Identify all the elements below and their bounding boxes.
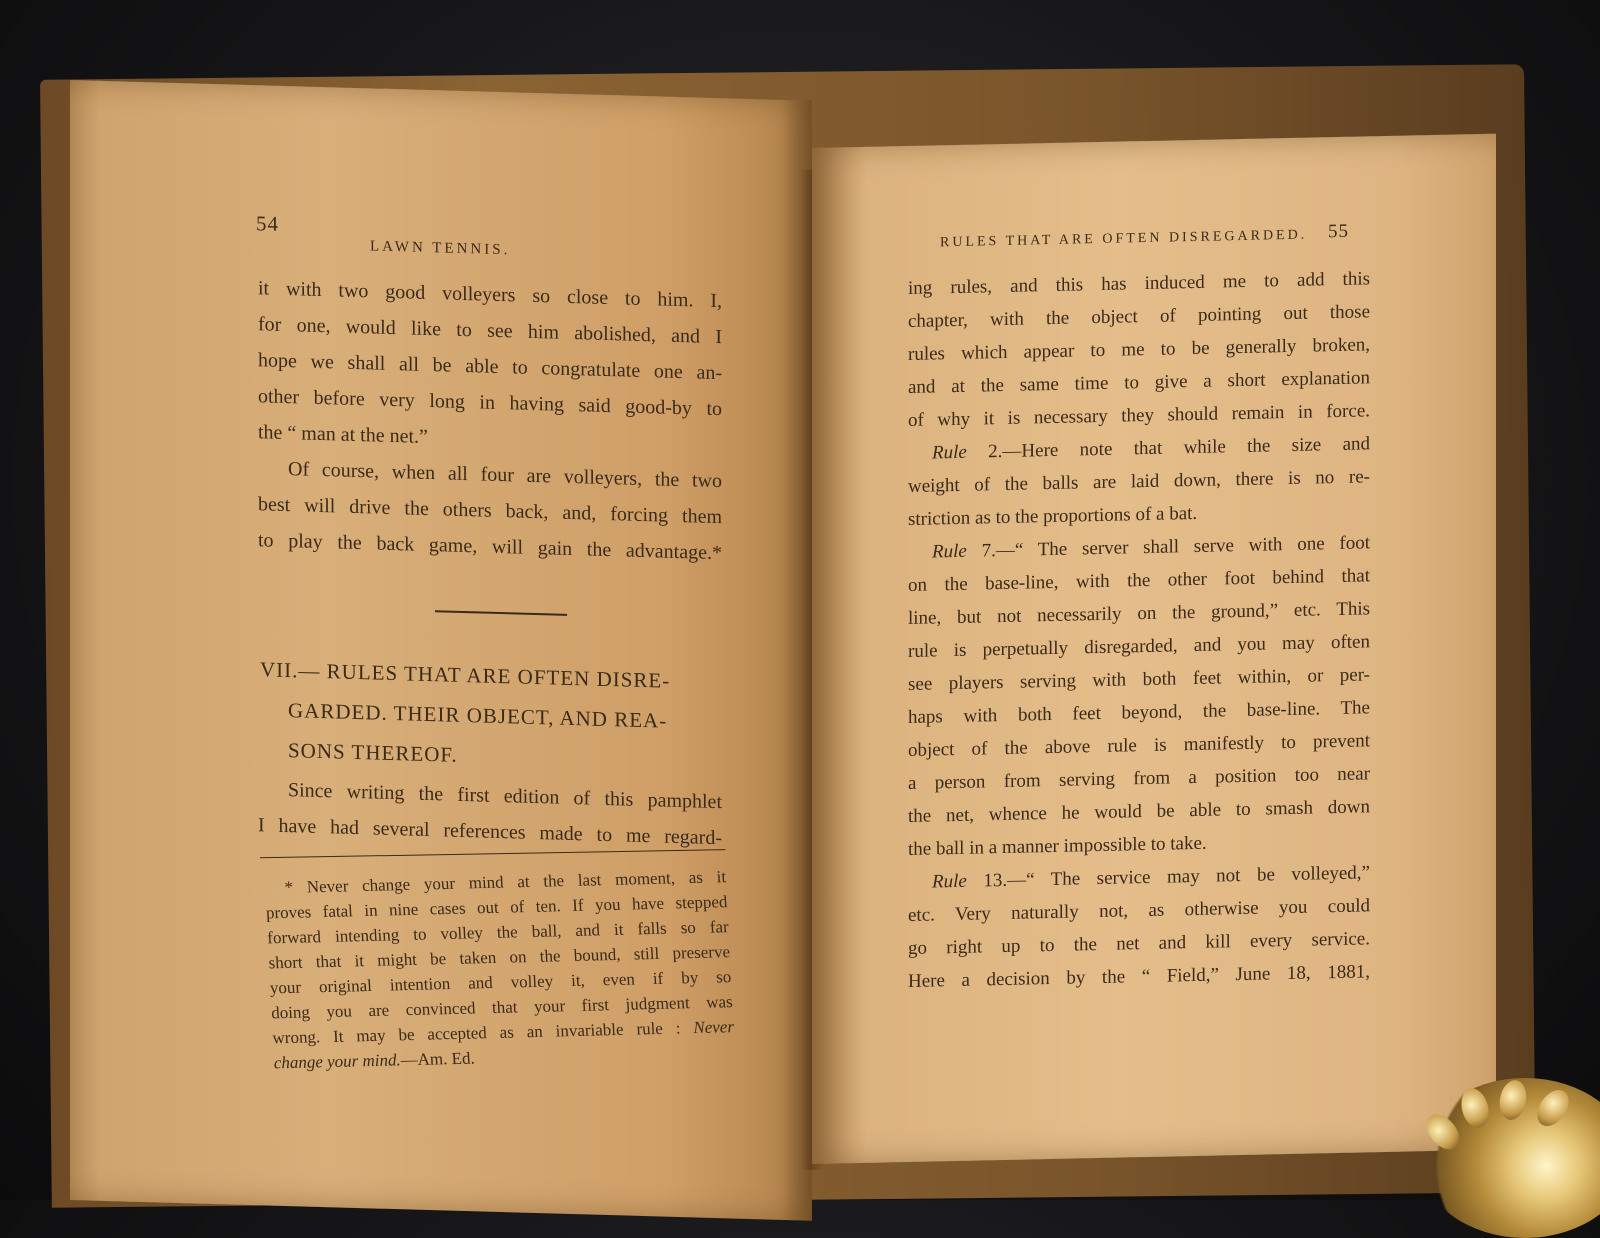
text-line: object of the above rule is manifestly to prevent <box>908 730 1370 761</box>
paragraph-rule-13 <box>908 856 1370 998</box>
rule-label: Rule <box>932 870 967 893</box>
text-line: it with two good volleyers so close to him. I, <box>258 277 722 313</box>
paragraph-rule-7 <box>908 526 1370 866</box>
text-line: the ball in a manner impossible to take. <box>908 832 1207 860</box>
text-span: 7.—“ The server shall serve with one foot <box>966 532 1370 562</box>
text-line: the “ man at the net.” <box>258 421 428 448</box>
right-page-number: 55 <box>1328 220 1349 243</box>
footnote-line: forward intending to volley the ball, and it falls so far <box>266 917 730 948</box>
rule-label: Rule <box>932 441 967 464</box>
heading-line: VII.— RULES THAT ARE OFTEN DISRE- <box>260 657 671 693</box>
paragraph-rule-2 <box>908 427 1370 536</box>
text-span: 2.—Here note that while the size and <box>966 433 1370 463</box>
text-line: weight of the balls are laid down, there is no re- <box>908 466 1370 497</box>
text-line: other before very long in having said good-by to <box>258 385 722 421</box>
footnote-italic: change your mind. <box>273 1050 402 1073</box>
text-line: hope we shall all be able to congratulate one an- <box>258 349 722 385</box>
footnote-line: your original intention and volley it, even if by so <box>269 967 732 998</box>
text-line: and at the same time to give a short explanation <box>908 367 1370 398</box>
footnote-line: short that it might be taken on the bound, still preserve <box>268 942 731 973</box>
text-line: striction as to the proportions of a bat. <box>908 502 1198 530</box>
heading-line: SONS THEREOF. <box>288 738 458 767</box>
text-line: Of course, when all four are volleyers, the two <box>288 458 722 493</box>
paragraph <box>258 450 722 571</box>
paragraph <box>908 262 1370 437</box>
footnote <box>264 864 736 1075</box>
text-line: ing rules, and this has induced me to add this <box>908 268 1370 299</box>
text-line: go right up to the net and kill every service. <box>908 928 1370 959</box>
left-page-number: 54 <box>256 211 279 236</box>
footnote-line: proves fatal in nine cases out of ten. If you have stepped <box>265 892 728 923</box>
left-body-block-1 <box>258 270 722 571</box>
text-line: see players serving with both feet within, or per- <box>908 664 1370 695</box>
footnote-line: doing you are convinced that your first judgment was <box>270 992 734 1023</box>
section-divider <box>435 610 567 616</box>
chapter-heading <box>260 649 730 782</box>
paragraph <box>258 270 722 463</box>
text-line: on the base-line, with the other foot behind that <box>908 565 1370 596</box>
text-line: chapter, with the object of pointing out those <box>908 301 1370 332</box>
heading-line: GARDED. THEIR OBJECT, AND REA- <box>288 698 668 733</box>
right-body-block <box>908 262 1370 998</box>
left-running-head: LAWN TENNIS. <box>370 238 511 259</box>
right-running-head: RULES THAT ARE OFTEN DISREGARDED. <box>940 227 1308 251</box>
text-line: a person from serving from a position too near <box>908 763 1370 794</box>
text-line: the net, whence he would be able to smash down <box>908 796 1370 827</box>
left-page <box>70 80 812 1221</box>
footnote-italic: Never <box>692 1017 735 1038</box>
text-span: 13.—“ The service may not be volleyed,” <box>966 862 1370 892</box>
text-line: rule is perpetually disregarded, and you may often <box>908 631 1370 662</box>
text-line: best will drive the others back, and, forcing them <box>258 493 722 529</box>
footnote-signature: —Am. Ed. <box>400 1048 476 1070</box>
text-line: I have had several references made to me regard- <box>258 814 722 850</box>
text-line: rules which appear to me to be generally broken, <box>908 334 1370 365</box>
footnote-line: * Never change your mind at the last moment, as it <box>284 867 727 897</box>
text-line: Since writing the first edition of this pamphlet <box>288 779 722 814</box>
text-line: haps with both feet beyond, the base-line. The <box>908 697 1370 728</box>
text-line: etc. Very naturally not, as otherwise you could <box>908 895 1370 926</box>
footnote-text: wrong. It may be accepted as an invariable rule : <box>272 1018 681 1048</box>
text-line: of why it is necessary they should remain in force. <box>908 400 1370 431</box>
right-page <box>812 134 1496 1164</box>
text-line: line, but not necessarily on the ground,” etc. This <box>908 598 1370 629</box>
rule-label: Rule <box>932 540 967 563</box>
text-line: to play the back game, will gain the advantage.* <box>258 529 722 565</box>
left-body-block-2 <box>258 771 722 856</box>
text-line: Here a decision by the “ Field,” June 18, 1881, <box>908 961 1370 992</box>
paragraph <box>258 771 722 856</box>
text-line: for one, would like to see him abolished, and I <box>258 313 722 349</box>
